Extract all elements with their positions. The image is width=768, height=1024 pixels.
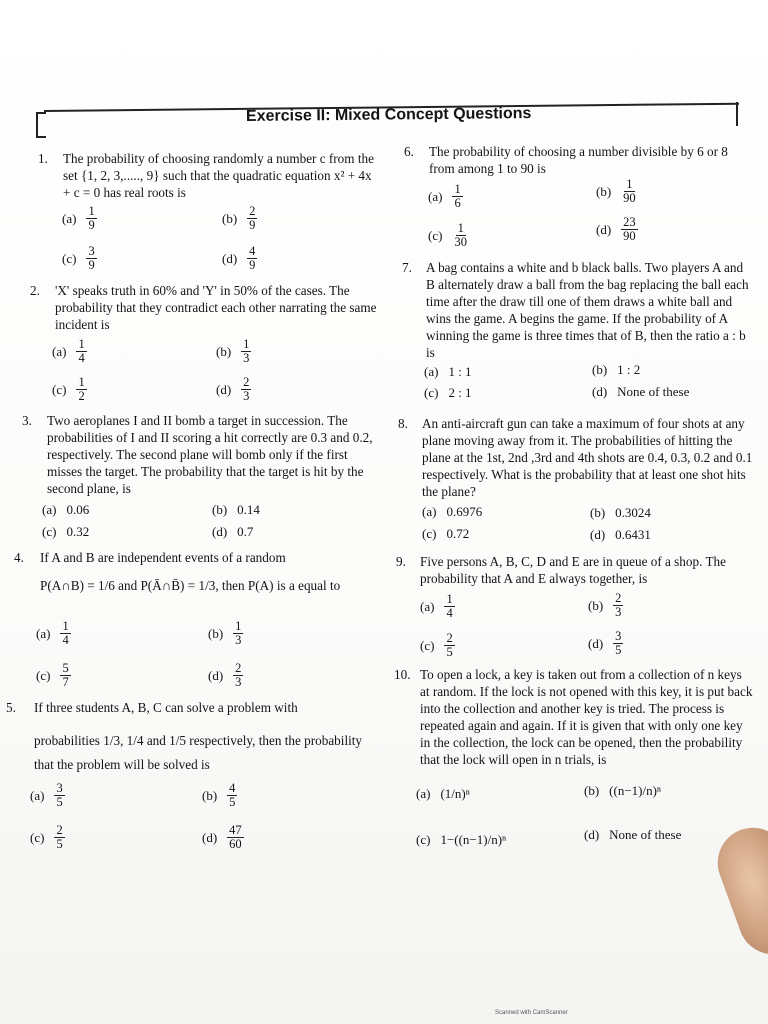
header-frame-right (736, 102, 738, 126)
option-c[interactable]: (c) $\frac{1}{2}$ (52, 375, 85, 403)
option-c[interactable]: (c) 2 : 1 (424, 385, 472, 400)
option-b[interactable]: (b) $\frac{1}{3}$ (208, 619, 242, 647)
question-text-formula: probabilities 1/3, 1/4 and 1/5 respectively, then the probability (34, 733, 363, 748)
option-c[interactable]: (c) 0.32 (42, 524, 90, 539)
fraction: $\frac{3}{9}$ (88, 244, 95, 272)
question-number: 10. (394, 667, 411, 682)
question-text: A bag contains a white and b black balls. Two players A and B alternately draw a ball from the bag replacing the ball each time after the draw till one of them draws a white ball and wins the game. A begins the game. If the probability of A winning the game is three times that of B, then the ratio a : b is (426, 260, 749, 360)
question-number: 2. (30, 283, 40, 298)
finger-thumb (708, 818, 768, 964)
option-d[interactable]: (d) 0.6431 (590, 527, 651, 542)
question-number: 4. (14, 550, 24, 565)
scanner-watermark: Scanned with CamScanner (495, 1010, 568, 1016)
question-number: 6. (404, 144, 414, 159)
option-c[interactable]: (c) $\frac{3}{9}$ (62, 244, 95, 272)
question-text: Five persons A, B, C, D and E are in queue of a shop. The probability that A and E always together, is (420, 554, 726, 586)
option-d[interactable]: (d) $\frac{23}{90}$ (596, 215, 636, 243)
question-text-end: that the problem will be solved is (34, 757, 210, 772)
option-c[interactable]: (c) $\frac{2}{5}$ (420, 631, 453, 659)
option-c[interactable]: (c) $\frac{5}{7}$ (36, 661, 69, 689)
option-a[interactable]: (a) $\frac{1}{4}$ (52, 337, 85, 365)
question-number: 9. (396, 554, 406, 569)
question-number: 8. (398, 416, 408, 431)
fraction: $\frac{1}{9}$ (88, 204, 95, 232)
question-number: 3. (22, 413, 32, 428)
header-frame-left (36, 112, 46, 138)
option-b[interactable]: (b) $\frac{1}{3}$ (216, 337, 250, 365)
option-d[interactable]: (d) $\frac{2}{3}$ (208, 661, 242, 689)
option-a[interactable]: (a) $\frac{1}{6}$ (428, 182, 461, 210)
option-b[interactable]: (b) ((n−1)/n)ⁿ (584, 783, 662, 798)
question-text: The probability of choosing randomly a number c from the set {1, 2, 3,....., 9} such that the quadratic equation x² + 4x + c = 0 has real roots is (63, 151, 374, 200)
option-d[interactable]: (d) $\frac{2}{3}$ (216, 375, 250, 403)
option-d[interactable]: (d) $\frac{4}{9}$ (222, 244, 256, 272)
question-text: If A and B are independent events of a random (40, 550, 286, 565)
exercise-title: Exercise II: Mixed Concept Questions (245, 105, 532, 125)
option-a[interactable]: (a) 0.6976 (422, 504, 483, 519)
question-text-formula: P(A∩B) = 1/6 and P(Ā∩B̄) = 1/3, then P(A) is a equal to (40, 578, 341, 593)
question-text: If three students A, B, C can solve a problem with (34, 700, 298, 715)
question-number: 5. (6, 700, 16, 715)
option-a[interactable]: (a) 1 : 1 (424, 364, 472, 379)
option-a[interactable]: (a) $\frac{1}{9}$ (62, 204, 95, 232)
option-c[interactable]: (c) 1−((n−1)/n)ⁿ (416, 832, 507, 847)
option-d[interactable]: (d) $\frac{3}{5}$ (588, 629, 622, 657)
question-text: An anti-aircraft gun can take a maximum of four shots at any plane moving away from it. The probabilities of hitting the plane at the 1st, 2nd ,3rd and 4th shots are 0.4, 0.3, 0.2 and 0.1 respectively. What is the probability that at least one shot hits the plane? (422, 416, 753, 499)
fraction: $\frac{4}{9}$ (249, 244, 256, 272)
option-d[interactable]: (d) None of these (584, 827, 682, 842)
question-text: The probability of choosing a number divisible by 6 or 8 from among 1 to 90 is (429, 144, 728, 176)
question-text: To open a lock, a key is taken out from a collection of n keys at random. If the lock is not opened with this key, it is put back into the collection and another key is tried. The process is repeated again and again. If it is given that with only one key in the collection, the lock can be opened, then the probability that the lock will open in n trials, is (420, 667, 753, 767)
option-c[interactable]: (c) 0.72 (422, 526, 470, 541)
option-a[interactable]: (a) $\frac{1}{4}$ (36, 619, 69, 647)
option-b[interactable]: (b) $\frac{2}{3}$ (588, 591, 622, 619)
option-d[interactable]: (d) $\frac{47}{60}$ (202, 823, 242, 851)
fraction: $\frac{2}{9}$ (249, 204, 256, 232)
question-text: Two aeroplanes I and II bomb a target in succession. The probabilities of I and II scoring a hit correctly are 0.3 and 0.2, respectively. The second plane will bomb only if the first misses the target. The probability that the target is hit by the second plane, is (47, 413, 373, 496)
option-b[interactable]: (b) 0.14 (212, 502, 260, 517)
option-a[interactable]: (a) 0.06 (42, 502, 90, 517)
option-c[interactable]: (c) $\frac{2}{5}$ (30, 823, 63, 851)
option-d[interactable]: (d) None of these (592, 384, 690, 399)
option-a[interactable]: (a) (1/n)ⁿ (416, 786, 470, 801)
option-b[interactable]: (b) $\frac{2}{9}$ (222, 204, 256, 232)
option-a[interactable]: (a) $\frac{3}{5}$ (30, 781, 63, 809)
option-b[interactable]: (b) $\frac{4}{5}$ (202, 781, 236, 809)
option-b[interactable]: (b) 0.3024 (590, 505, 651, 520)
option-b[interactable]: (b) 1 : 2 (592, 362, 641, 377)
question-text: 'X' speaks truth in 60% and 'Y' in 50% of the cases. The probability that they contradict each other narrating the same incident is (55, 283, 377, 332)
option-d[interactable]: (d) 0.7 (212, 524, 254, 539)
option-a[interactable]: (a) $\frac{1}{4}$ (420, 592, 453, 620)
option-b[interactable]: (b) $\frac{1}{90}$ (596, 177, 636, 205)
question-number: 1. (38, 151, 48, 166)
question-number: 7. (402, 260, 412, 275)
option-c[interactable]: (c) $\frac{1}{30}$ (428, 221, 467, 249)
